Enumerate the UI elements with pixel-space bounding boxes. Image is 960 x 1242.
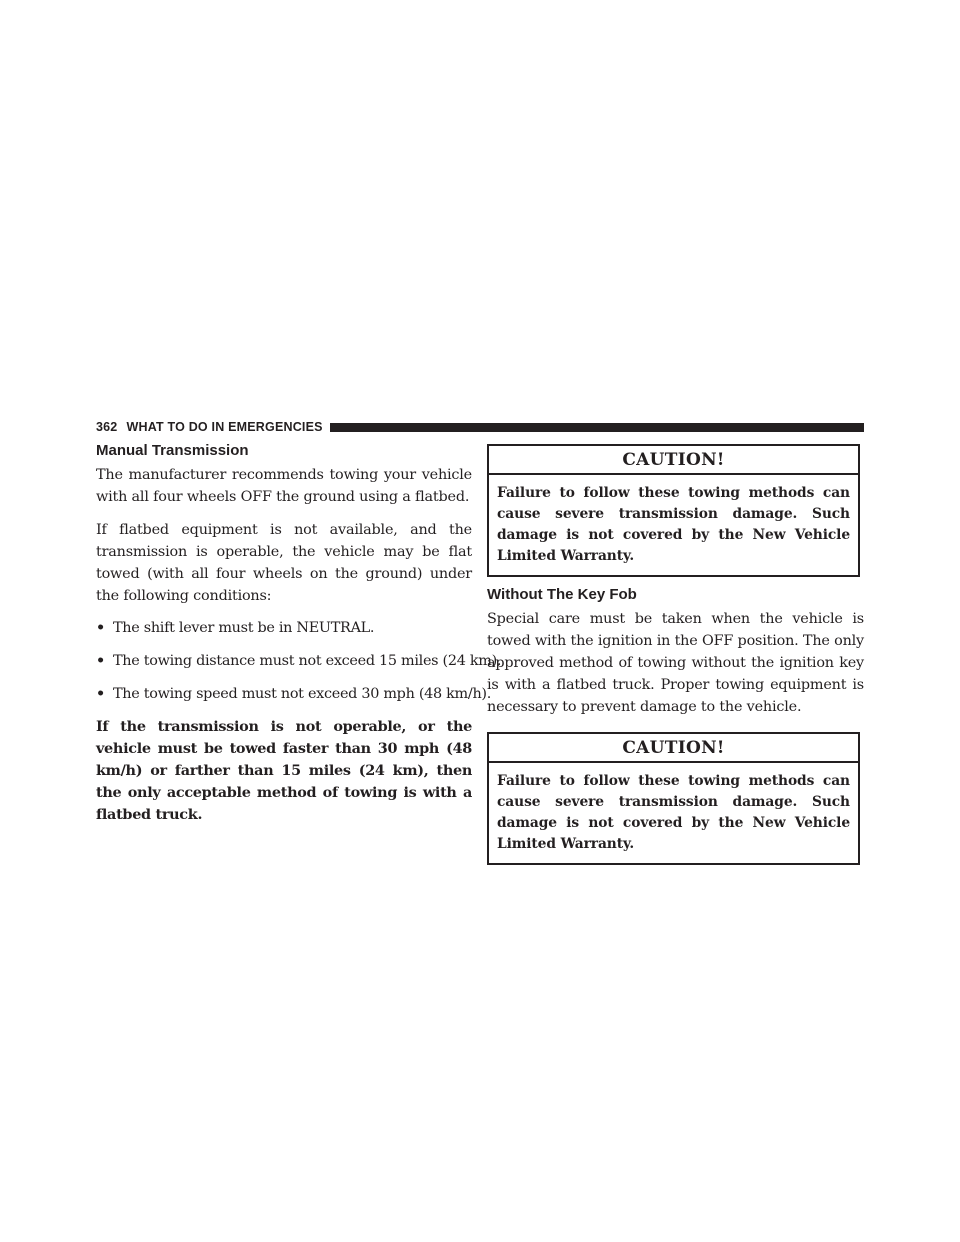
heading-without-key-fob: Without The Key Fob: [487, 586, 637, 603]
caution-title: CAUTION!: [489, 446, 858, 475]
paragraph-flatbed-requirement: If the transmission is not operable, or the vehicle must be towed faster than 30 mph (48 km/h) or farther than 15 miles (24 km), then the only acceptable method of towing is with a flatbed truck.: [96, 718, 472, 823]
conditions-list: [96, 617, 502, 705]
page-header: [96, 418, 864, 436]
right-column: [487, 441, 864, 865]
caution-text: Failure to follow these towing methods can cause severe transmission damage. Such damage is not covered by the New Vehicle Limited Warranty.: [497, 773, 850, 852]
page-number: 362: [96, 420, 118, 434]
bullet-icon: •: [96, 685, 105, 702]
list-item-text: The towing speed must not exceed 30 mph (48 km/h).: [113, 686, 492, 702]
list-item: [96, 683, 492, 705]
caution-title: CAUTION!: [489, 734, 858, 763]
caution-text: Failure to follow these towing methods can cause severe transmission damage. Such damage is not covered by the New Vehicle Limited Warranty.: [497, 485, 850, 564]
paragraph-recommendation: The manufacturer recommends towing your vehicle with all four wheels OFF the ground using a flatbed.: [96, 467, 472, 505]
section-title: WHAT TO DO IN EMERGENCIES: [126, 420, 323, 434]
caution-box: [487, 444, 860, 577]
caution-box: [487, 732, 860, 865]
bullet-icon: •: [96, 652, 105, 669]
bullet-icon: •: [96, 619, 105, 636]
paragraph-flat-tow-conditions: If flatbed equipment is not available, and the transmission is operable, the vehicle may be flat towed (with all four wheels on the ground) under the following conditions:: [96, 522, 472, 604]
list-item: [96, 617, 472, 639]
header-rule: [330, 423, 864, 432]
list-item-text: The shift lever must be in NEUTRAL.: [113, 620, 375, 636]
list-item: [96, 650, 502, 672]
left-column: [96, 441, 502, 826]
heading-manual-transmission: Manual Transmission: [96, 442, 249, 459]
paragraph-key-fob-towing: Special care must be taken when the vehicle is towed with the ignition in the OFF position. The only approved method of towing without the ignition key is with a flatbed truck. Proper towing equipment is necessary to prevent damage to the vehicle.: [487, 611, 864, 715]
list-item-text: The towing distance must not exceed 15 miles (24 km).: [113, 653, 502, 669]
